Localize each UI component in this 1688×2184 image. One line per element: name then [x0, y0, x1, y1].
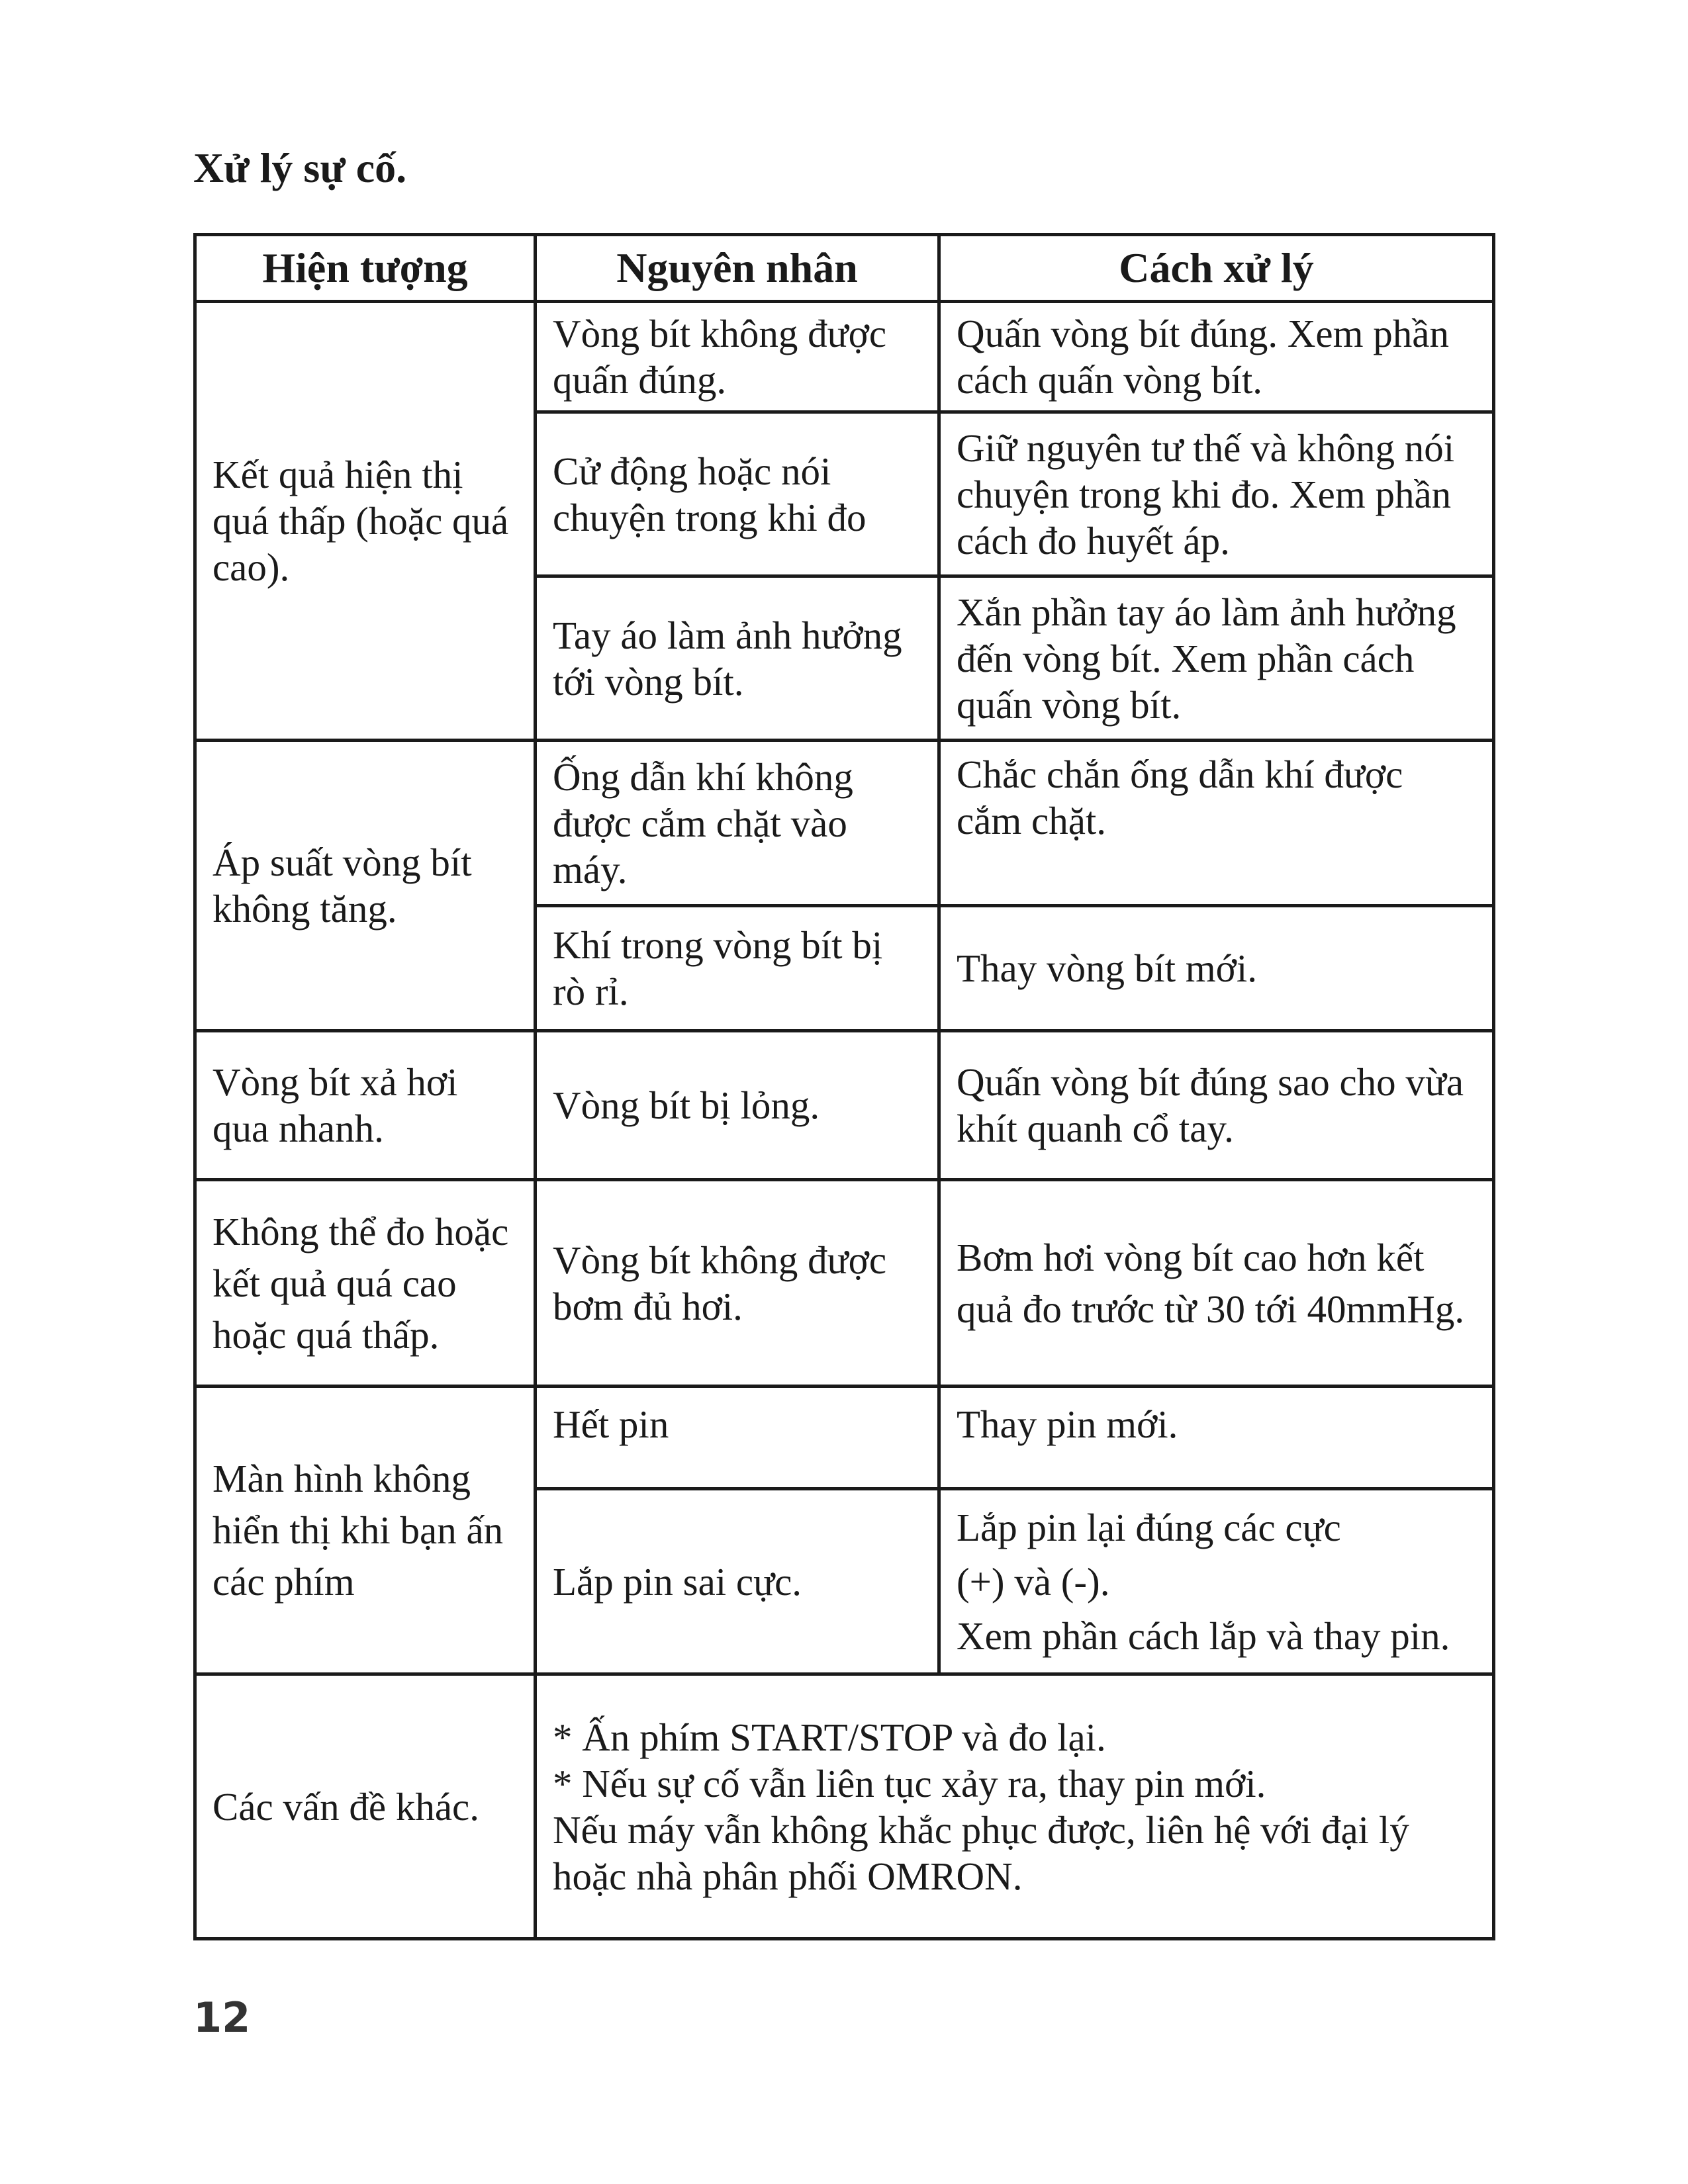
cause-cell: Vòng bít không được bơm đủ hơi. [536, 1180, 939, 1387]
solution-cell: Quấn vòng bít đúng. Xem phần cách quấn vòng bít. [939, 302, 1494, 412]
cause-cell: Khí trong vòng bít bị rò rỉ. [536, 906, 939, 1031]
header-cause: Nguyên nhân [536, 235, 939, 302]
cause-cell: Ống dẫn khí không được cắm chặt vào máy. [536, 741, 939, 906]
header-symptom: Hiện tượng [195, 235, 536, 302]
symptom-cell: Màn hình không hiển thị khi bạn ấn các phím [195, 1387, 536, 1674]
cause-cell: Tay áo làm ảnh hưởng tới vòng bít. [536, 576, 939, 741]
cause-cell: Cử động hoặc nói chuyện trong khi đo [536, 412, 939, 576]
symptom-cell: Không thể đo hoặc kết quả quá cao hoặc quá thấp. [195, 1180, 536, 1387]
page-title: Xử lý sự cố. [193, 144, 407, 191]
header-solution: Cách xử lý [939, 235, 1494, 302]
other-issue-line: * Nếu sự cố vẫn liên tục xảy ra, thay pin mới. [553, 1761, 1266, 1805]
symptom-cell: Kết quả hiện thị quá thấp (hoặc quá cao). [195, 302, 536, 741]
other-issues-cell [536, 1674, 1494, 1939]
solution-line: Xem phần cách lắp và thay pin. [957, 1614, 1450, 1658]
solution-cell [939, 1489, 1494, 1674]
troubleshooting-table [193, 233, 1495, 1940]
table-row [195, 1031, 1494, 1180]
table-row [195, 1674, 1494, 1939]
page-number: 12 [193, 1993, 251, 2042]
solution-cell: Chắc chắn ống dẫn khí được cắm chặt. [939, 741, 1494, 906]
solution-line: Lắp pin lại đúng các cực [957, 1505, 1341, 1549]
symptom-cell: Các vấn đề khác. [195, 1674, 536, 1939]
other-issue-line: Nếu máy vẫn không khắc phục được, liên hệ với đại lý hoặc nhà phân phối OMRON. [553, 1807, 1409, 1898]
solution-cell: Bơm hơi vòng bít cao hơn kết quả đo trước từ 30 tới 40mmHg. [939, 1180, 1494, 1387]
table-header-row [195, 235, 1494, 302]
cause-cell: Vòng bít bị lỏng. [536, 1031, 939, 1180]
solution-cell: Giữ nguyên tư thế và không nói chuyện trong khi đo. Xem phần cách đo huyết áp. [939, 412, 1494, 576]
cause-cell: Hết pin [536, 1387, 939, 1489]
solution-cell: Thay pin mới. [939, 1387, 1494, 1489]
cause-cell: Lắp pin sai cực. [536, 1489, 939, 1674]
solution-cell: Thay vòng bít mới. [939, 906, 1494, 1031]
cause-cell: Vòng bít không được quấn đúng. [536, 302, 939, 412]
table-row [195, 1387, 1494, 1489]
symptom-cell: Vòng bít xả hơi qua nhanh. [195, 1031, 536, 1180]
table-row [195, 741, 1494, 906]
symptom-cell: Áp suất vòng bít không tăng. [195, 741, 536, 1031]
table-row [195, 302, 1494, 412]
solution-line: (+) và (-). [957, 1559, 1110, 1604]
solution-cell: Xắn phần tay áo làm ảnh hưởng đến vòng bít. Xem phần cách quấn vòng bít. [939, 576, 1494, 741]
solution-cell: Quấn vòng bít đúng sao cho vừa khít quanh cổ tay. [939, 1031, 1494, 1180]
table-row [195, 1180, 1494, 1387]
other-issue-line: * Ấn phím START/STOP và đo lại. [553, 1715, 1106, 1759]
